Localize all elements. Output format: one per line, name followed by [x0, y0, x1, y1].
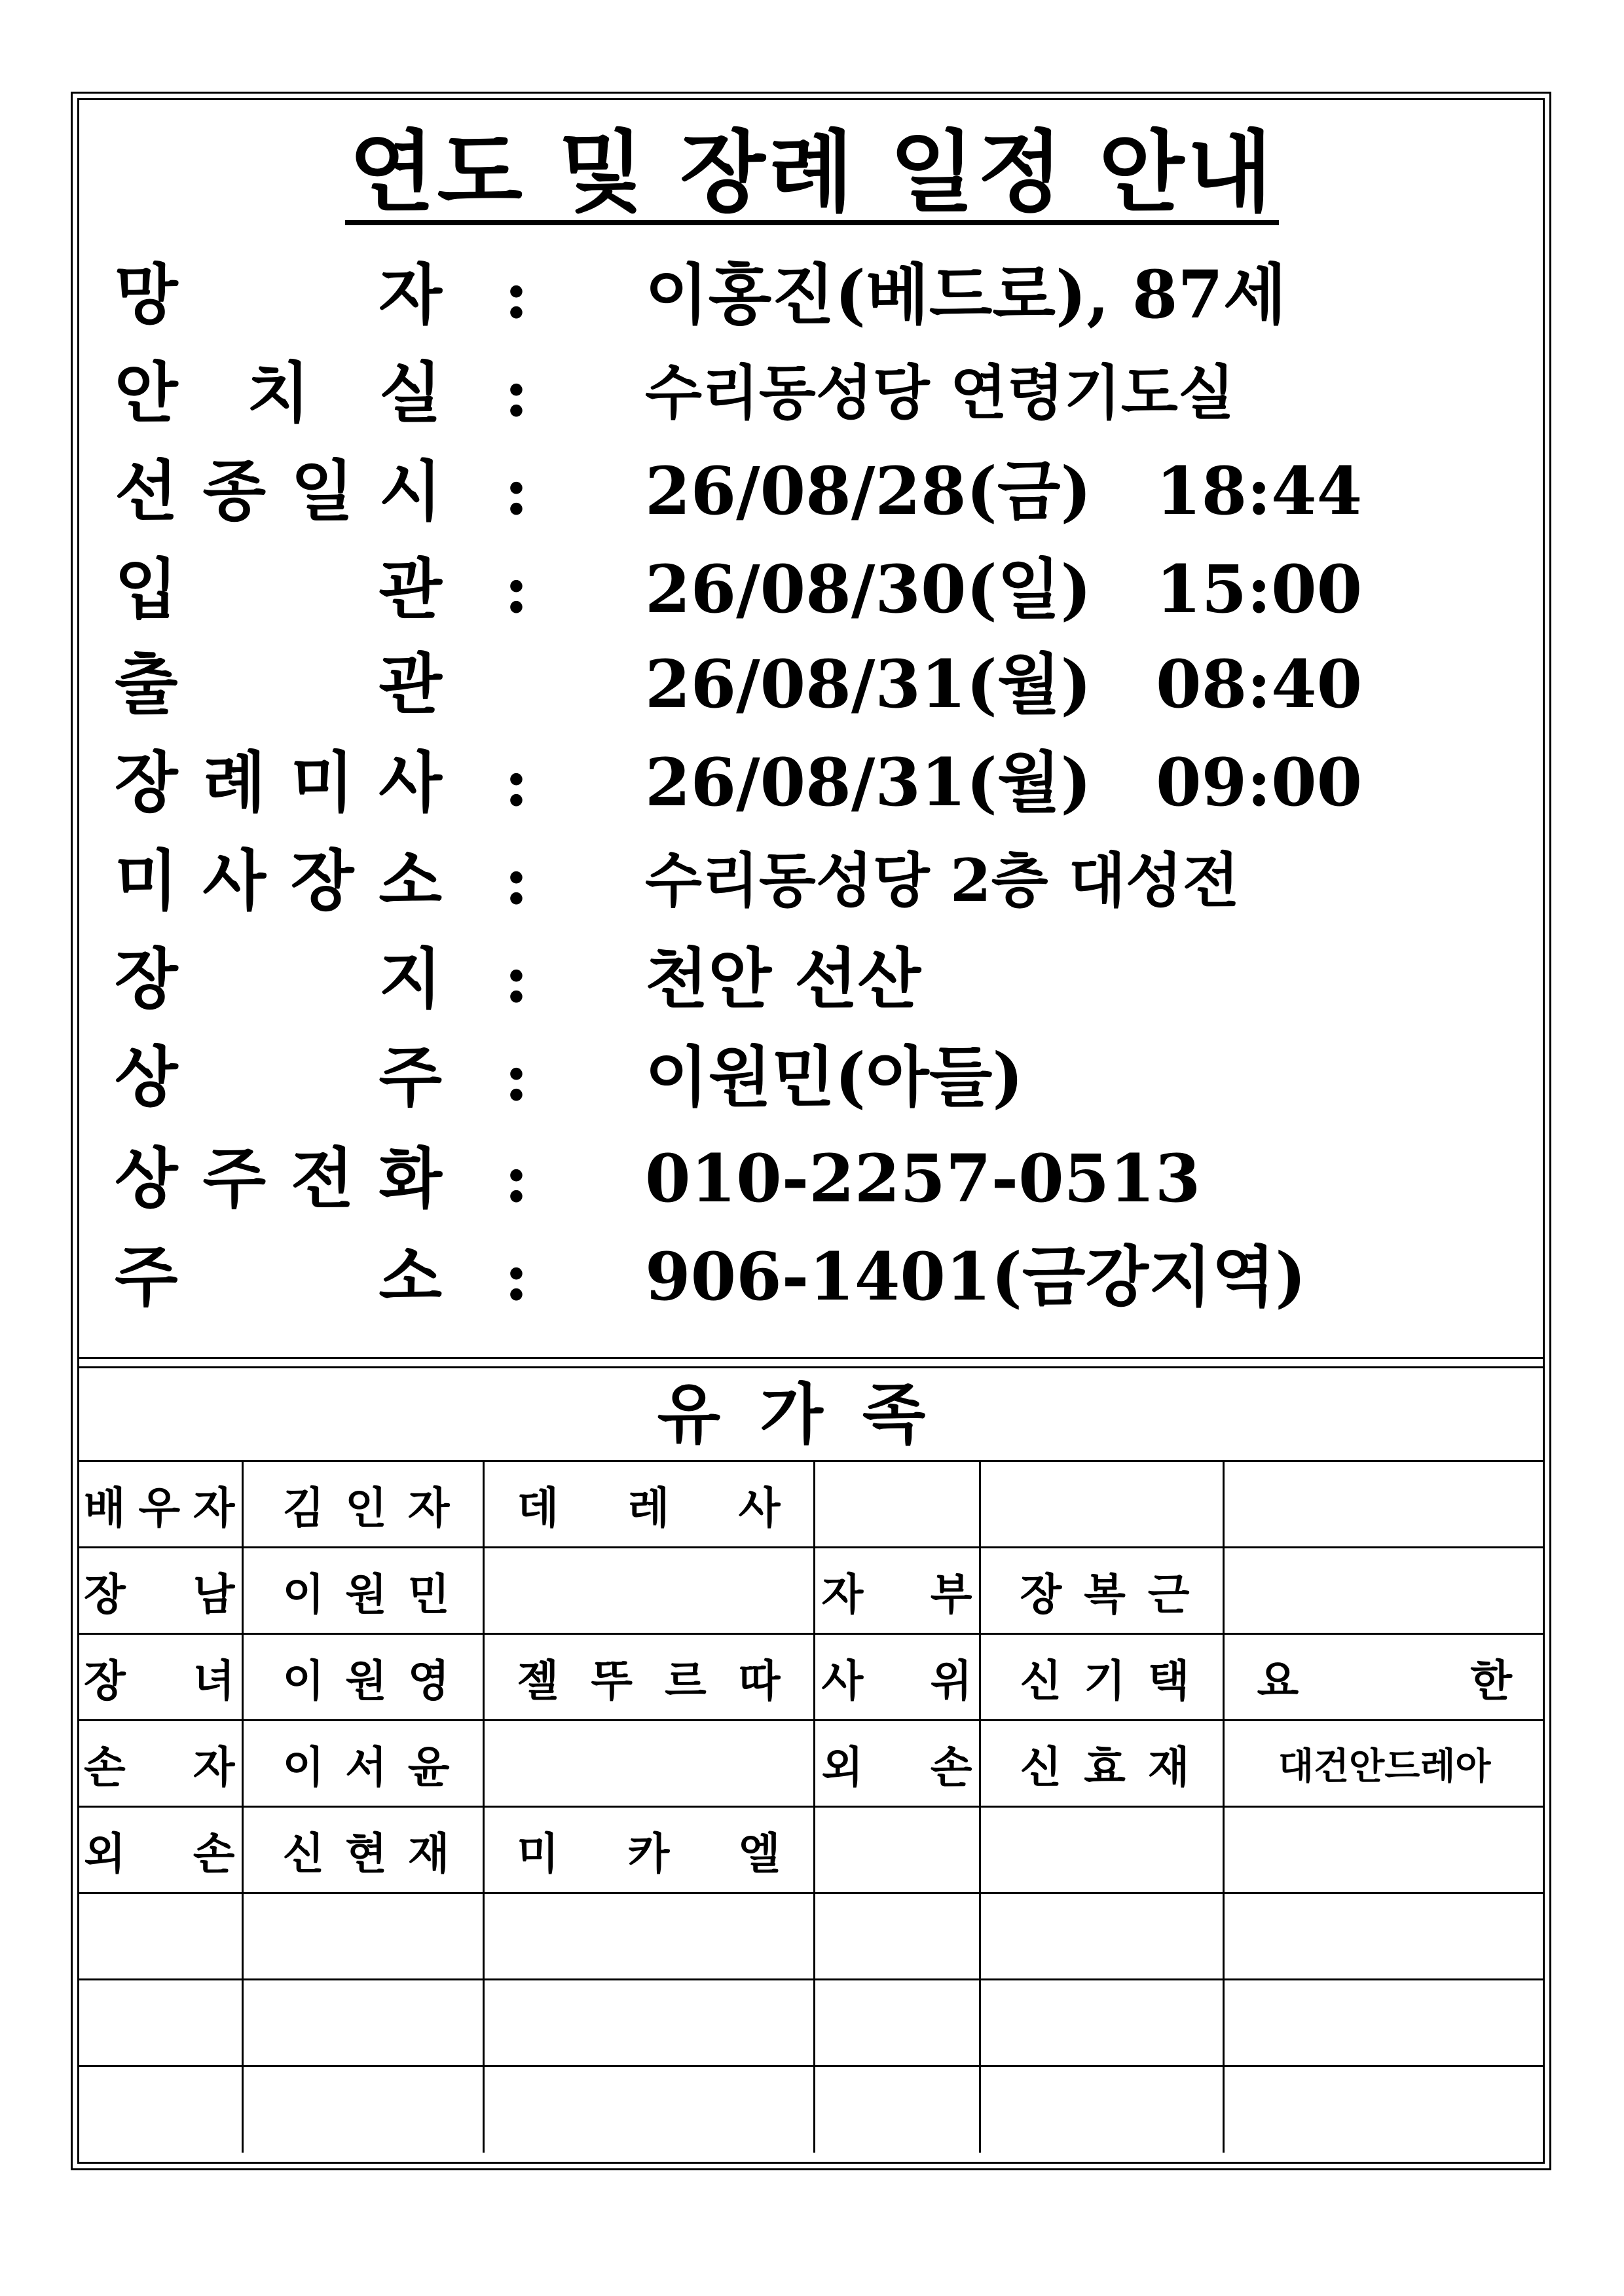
family-cell-char: 남	[193, 1569, 235, 1620]
family-cell-char: 손	[930, 1741, 972, 1793]
family-cell	[1223, 1548, 1545, 1634]
info-value	[645, 246, 1287, 344]
family-cell-char: 부	[930, 1569, 972, 1620]
info-label-char: 장	[115, 940, 178, 1017]
family-cell-char: 손	[193, 1828, 235, 1879]
family-cell-char: 재	[1147, 1741, 1190, 1793]
family-cell-char: 원	[345, 1569, 387, 1620]
info-time: 15:00	[1156, 551, 1363, 628]
info-colon: :	[504, 842, 528, 919]
info-label-char: 사	[202, 842, 267, 919]
info-label-char: 일	[290, 452, 354, 530]
family-cell	[77, 1634, 242, 1721]
info-label-char: 주	[202, 1140, 267, 1217]
family-cell	[1223, 1721, 1545, 1807]
family-cell-char: 한	[1470, 1655, 1512, 1706]
info-row	[115, 1028, 1522, 1126]
family-cell-char: 신	[1020, 1741, 1062, 1793]
family-cell-char: 재	[407, 1828, 450, 1879]
info-date: 26/08/28(금)	[645, 452, 1092, 530]
info-value	[645, 1028, 1024, 1126]
family-cell	[814, 2066, 980, 2153]
info-label-char: 주	[115, 1238, 178, 1315]
info-label-char: 미	[115, 842, 178, 919]
family-cell-char: 배	[84, 1482, 126, 1533]
info-value-text: 이홍진(베드로), 87세	[645, 256, 1287, 333]
info-row	[115, 344, 1522, 442]
info-date: 26/08/30(일)	[645, 551, 1092, 628]
family-cell	[242, 1548, 483, 1634]
info-row	[115, 1129, 1522, 1228]
family-cell	[77, 1807, 242, 1893]
info-label-char: 소	[378, 842, 442, 919]
info-label-char: 입	[115, 551, 178, 628]
info-time: 18:44	[1156, 452, 1363, 530]
family-cell-char: 원	[345, 1655, 387, 1706]
family-cell-char: 르	[664, 1655, 707, 1706]
family-cell-text: 대건안드레아	[1278, 1744, 1491, 1788]
family-cell-char: 젤	[517, 1655, 559, 1706]
family-cell-char: 장	[84, 1569, 126, 1620]
info-colon: :	[504, 551, 528, 628]
family-cell	[483, 1548, 814, 1634]
info-row	[115, 930, 1522, 1028]
info-value-text: 010-2257-0513	[645, 1140, 1201, 1217]
info-value-text: 이원민(아들)	[645, 1038, 1024, 1116]
family-title: 유가족	[657, 1376, 965, 1453]
info-label-char: 관	[378, 551, 442, 628]
info-value	[645, 930, 921, 1028]
family-cell	[980, 1893, 1223, 1980]
family-cell	[242, 1807, 483, 1893]
info-row	[115, 246, 1522, 344]
family-cell-char: 장	[84, 1655, 126, 1706]
family-cell-char: 효	[1084, 1741, 1126, 1793]
info-value	[645, 344, 1235, 442]
family-cell-char: 장	[1020, 1569, 1062, 1620]
info-label	[115, 442, 442, 540]
family-cell	[980, 2066, 1223, 2153]
family-cell-char: 뚜	[591, 1655, 633, 1706]
family-cell-char: 위	[930, 1655, 972, 1706]
info-date: 26/08/31(월)	[645, 646, 1092, 723]
family-cell	[483, 1721, 814, 1807]
family-cell-char: 자	[407, 1482, 450, 1533]
info-colon: :	[504, 1140, 528, 1217]
info-label	[115, 635, 442, 733]
family-cell-char: 사	[821, 1655, 864, 1706]
info-label	[115, 930, 442, 1028]
info-colon: :	[504, 452, 528, 530]
info-row	[115, 442, 1522, 540]
family-cell-char: 레	[627, 1482, 670, 1533]
info-value	[645, 831, 1240, 930]
page-title: 연도 및 장례 일정 안내	[0, 128, 1624, 225]
table-row	[77, 1721, 1545, 1807]
family-cell	[814, 1634, 980, 1721]
info-row	[115, 831, 1522, 930]
info-row	[115, 540, 1522, 638]
family-cell	[77, 1461, 242, 1548]
info-time: 09:00	[1156, 744, 1363, 821]
family-cell-char: 김	[282, 1482, 325, 1533]
table-row	[77, 1893, 1545, 1980]
family-cell-char: 카	[627, 1828, 670, 1879]
info-label	[115, 1028, 442, 1126]
info-value	[645, 442, 1362, 540]
family-cell	[1223, 2066, 1545, 2153]
table-row	[77, 1548, 1545, 1634]
info-label-char: 주	[378, 1038, 442, 1116]
family-cell-char: 택	[1147, 1655, 1190, 1706]
info-value	[645, 540, 1362, 638]
family-cell	[77, 1721, 242, 1807]
info-value	[645, 635, 1362, 733]
info-value	[645, 1228, 1306, 1326]
info-label-char: 장	[115, 744, 178, 821]
family-cell-char: 이	[282, 1655, 325, 1706]
family-cell-char: 자	[821, 1569, 864, 1620]
info-label	[115, 1228, 442, 1326]
family-cell	[483, 1634, 814, 1721]
family-cell	[242, 1893, 483, 1980]
info-label	[115, 246, 442, 344]
info-colon: :	[504, 940, 528, 1017]
info-value-text: 906-1401(금강지역)	[645, 1238, 1306, 1315]
family-cell	[242, 1721, 483, 1807]
info-colon: :	[504, 256, 528, 333]
info-label-char: 상	[115, 1038, 178, 1116]
family-cell	[242, 1634, 483, 1721]
family-cell	[980, 1548, 1223, 1634]
family-cell	[1223, 1634, 1545, 1721]
table-row	[77, 1980, 1545, 2066]
info-label-char: 안	[115, 354, 178, 431]
info-colon: :	[504, 744, 528, 821]
family-cell-char: 자	[193, 1741, 235, 1793]
family-cell	[814, 1548, 980, 1634]
family-cell-char: 이	[282, 1569, 325, 1620]
info-label-char: 시	[378, 452, 442, 530]
family-cell-char: 근	[1147, 1569, 1190, 1620]
family-cell	[242, 1461, 483, 1548]
info-label-char: 선	[115, 452, 178, 530]
info-label-char: 미	[290, 744, 354, 821]
family-cell-char: 우	[138, 1482, 181, 1533]
info-label-char: 치	[246, 354, 310, 431]
info-value-text: 수리동성당 2층 대성전	[645, 846, 1240, 915]
info-row	[115, 733, 1522, 831]
info-time: 08:40	[1156, 646, 1363, 723]
family-cell	[483, 1980, 814, 2066]
family-cell	[77, 1980, 242, 2066]
info-label-char: 관	[378, 646, 442, 723]
info-label	[115, 540, 442, 638]
info-label-char: 망	[115, 256, 178, 333]
info-label-char: 소	[378, 1238, 442, 1315]
info-value	[645, 1129, 1200, 1228]
info-label	[115, 344, 442, 442]
info-label	[115, 831, 442, 930]
family-cell-char: 신	[282, 1828, 325, 1879]
info-row	[115, 1228, 1522, 1326]
family-cell	[483, 1461, 814, 1548]
family-table	[77, 1460, 1545, 2153]
family-cell	[483, 2066, 814, 2153]
family-cell	[814, 1980, 980, 2066]
family-cell	[77, 1893, 242, 1980]
info-date: 26/08/31(월)	[645, 744, 1092, 821]
family-cell	[1223, 1807, 1545, 1893]
family-cell	[980, 1634, 1223, 1721]
family-cell	[77, 2066, 242, 2153]
family-cell-char: 현	[345, 1828, 387, 1879]
info-label-char: 화	[378, 1140, 442, 1217]
family-cell-char: 신	[1020, 1655, 1062, 1706]
info-label	[115, 1129, 442, 1228]
family-cell-char: 민	[407, 1569, 450, 1620]
family-cell-char: 윤	[407, 1741, 450, 1793]
family-cell	[814, 1893, 980, 1980]
info-value-text: 천안 선산	[645, 940, 921, 1017]
family-cell-char: 기	[1084, 1655, 1126, 1706]
family-cell-char: 외	[821, 1741, 864, 1793]
info-row	[115, 635, 1522, 733]
family-cell	[980, 1721, 1223, 1807]
info-colon: :	[504, 1238, 528, 1315]
family-cell	[814, 1721, 980, 1807]
family-cell-char: 외	[84, 1828, 126, 1879]
family-cell	[1223, 1980, 1545, 2066]
family-cell	[814, 1807, 980, 1893]
table-row	[77, 2066, 1545, 2153]
info-colon: :	[504, 354, 528, 431]
family-cell-char: 손	[84, 1741, 126, 1793]
family-cell-char: 데	[517, 1482, 559, 1533]
info-value	[645, 733, 1362, 831]
info-label-char: 례	[202, 744, 267, 821]
info-label-char: 실	[378, 354, 442, 431]
info-label-char: 상	[115, 1140, 178, 1217]
info-label-char: 전	[290, 1140, 354, 1217]
family-cell-char: 자	[193, 1482, 235, 1533]
family-cell	[242, 1980, 483, 2066]
info-colon: :	[504, 1038, 528, 1116]
family-cell-char: 인	[345, 1482, 387, 1533]
family-cell-char: 서	[345, 1741, 387, 1793]
family-cell	[483, 1893, 814, 1980]
family-cell	[980, 1807, 1223, 1893]
info-label	[115, 733, 442, 831]
family-cell-char: 요	[1257, 1655, 1299, 1706]
info-label-char: 자	[378, 256, 442, 333]
family-cell-char: 따	[738, 1655, 781, 1706]
family-cell-char: 복	[1084, 1569, 1126, 1620]
family-cell	[1223, 1461, 1545, 1548]
family-cell	[242, 2066, 483, 2153]
family-cell-char: 미	[517, 1828, 559, 1879]
family-cell	[1223, 1893, 1545, 1980]
info-label-char: 출	[115, 646, 178, 723]
family-cell-char: 영	[407, 1655, 450, 1706]
family-cell-char: 이	[282, 1741, 325, 1793]
info-label-char: 사	[378, 744, 442, 821]
info-label-char: 종	[202, 452, 267, 530]
family-cell-char: 녀	[193, 1655, 235, 1706]
info-label-char: 장	[290, 842, 354, 919]
table-row	[77, 1634, 1545, 1721]
info-label-char: 지	[378, 940, 442, 1017]
family-cell	[980, 1980, 1223, 2066]
family-cell-char: 엘	[738, 1828, 781, 1879]
table-row	[77, 1807, 1545, 1893]
table-row	[77, 1461, 1545, 1548]
family-cell	[483, 1807, 814, 1893]
info-value-text: 수리동성당 연령기도실	[645, 358, 1235, 428]
family-cell-char: 사	[738, 1482, 781, 1533]
family-cell	[980, 1461, 1223, 1548]
family-cell	[77, 1548, 242, 1634]
family-cell	[814, 1461, 980, 1548]
section-divider	[77, 1357, 1545, 1359]
